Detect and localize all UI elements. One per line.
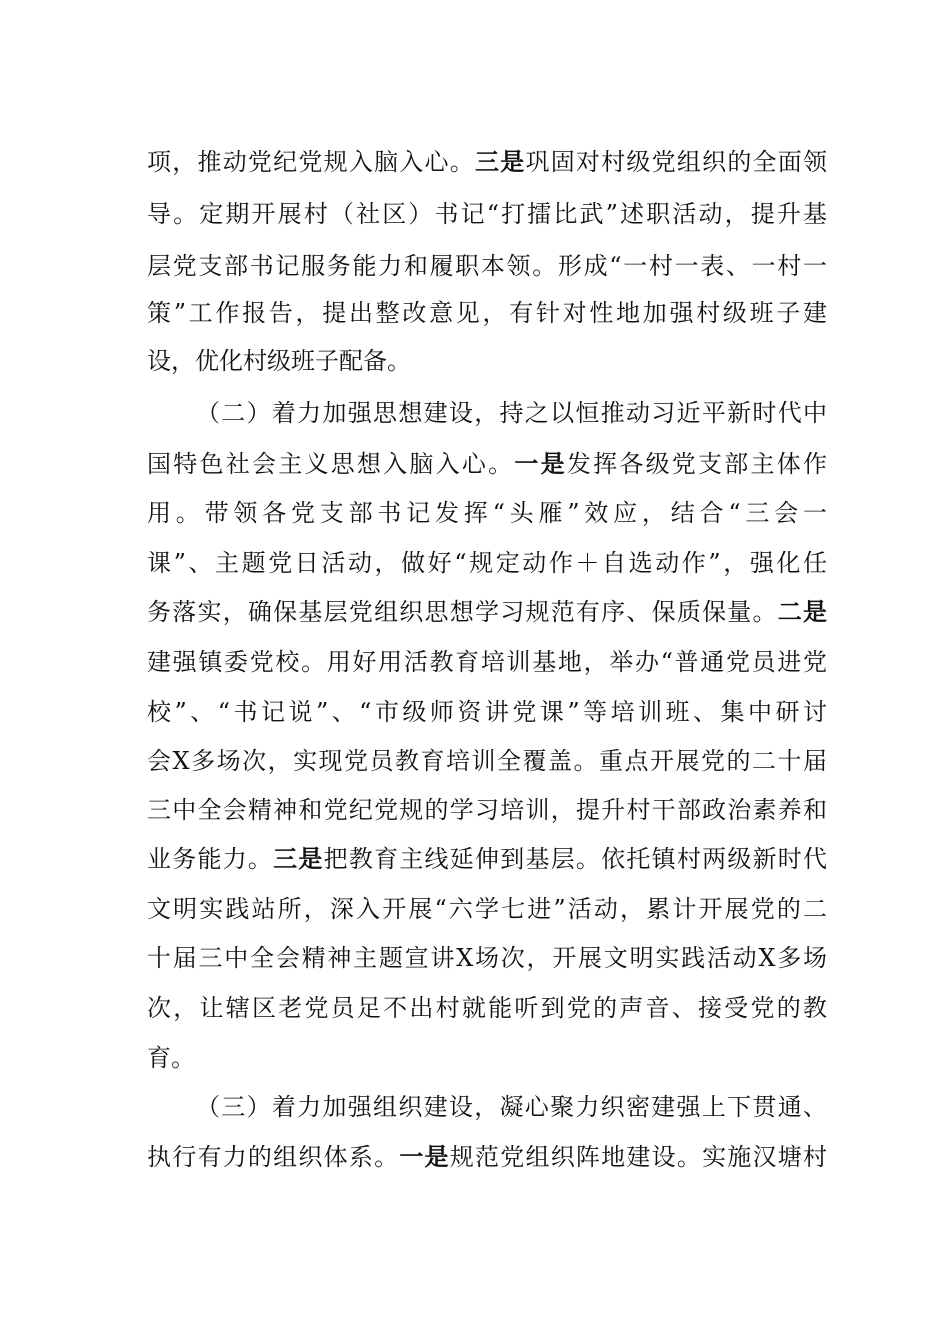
p2-line-4: 课”、主题党日活动，做好“规定动作＋自选动作”，强化任 [147,549,827,577]
p2-line-10-text-a: 业务能力。 [147,845,274,873]
p2-line-10-text-b: 把教育主线延伸到基层。依托镇村两级新时代 [323,845,828,873]
p2-line-12: 十届三中全会精神主题宣讲X场次，开展文明实践活动X多场 [147,944,827,972]
p1-line-1-text-a: 项，推动党纪党规入脑入心。 [147,148,475,176]
p1-line-4: 策”工作报告，提出整改意见，有针对性地加强村级班子建 [147,299,827,327]
p2-line-2-emphasis: 一是 [514,449,567,478]
p2-line-14: 育。 [147,1044,195,1072]
p3-line-2-text-a: 执行有力的组织体系。 [147,1143,400,1171]
p2-line-3: 用。带领各党支部书记发挥“头雁”效应，结合“三会一 [147,499,827,527]
p1-line-1-emphasis: 三是 [475,147,526,176]
p2-line-6: 建强镇委党校。用好用活教育培训基地，举办“普通党员进党 [147,648,827,676]
p2-line-2-text-a: 国特色社会主义思想入脑入心。 [147,450,515,478]
p2-line-5-emphasis: 二是 [777,597,828,626]
p2-line-11: 文明实践站所，深入开展“六学七进”活动，累计开展党的二 [147,895,827,923]
p1-line-1 [147,142,827,182]
p2-line-5 [147,592,827,632]
p2-line-2-text-b: 发挥各级党支部主体作 [566,450,828,478]
p2-line-1: （二）着力加强思想建设，持之以恒推动习近平新时代中 [196,399,827,427]
p2-line-2 [147,444,827,484]
p1-line-1-text-b: 巩固对村级党组织的全面领 [525,148,828,176]
p3-line-1: （三）着力加强组织建设，凝心聚力织密建强上下贯通、 [196,1093,827,1121]
p3-line-2-text-b: 规范党组织阵地建设。实施汉塘村 [449,1143,828,1171]
p2-line-5-text-a: 务落实，确保基层党组织思想学习规范有序、保质保量。 [147,598,778,626]
p3-line-2 [147,1137,827,1177]
p3-line-2-emphasis: 一是 [399,1142,450,1171]
p2-line-9: 三中全会精神和党纪党规的学习培训，提升村干部政治素养和 [147,796,827,824]
p1-line-3: 层党支部书记服务能力和履职本领。形成“一村一表、一村一 [147,252,827,280]
p2-line-10-emphasis: 三是 [273,844,324,873]
p1-line-2: 导。定期开展村（社区）书记“打擂比武”述职活动，提升基 [147,200,827,228]
p2-line-13: 次，让辖区老党员足不出村就能听到党的声音、接受党的教 [147,994,827,1022]
p1-line-5: 设，优化村级班子配备。 [147,347,411,375]
p2-line-10 [147,839,827,879]
p2-line-8: 会X多场次，实现党员教育培训全覆盖。重点开展党的二十届 [147,747,827,775]
p2-line-7: 校”、“书记说”、“市级师资讲党课”等培训班、集中研讨 [147,698,827,726]
